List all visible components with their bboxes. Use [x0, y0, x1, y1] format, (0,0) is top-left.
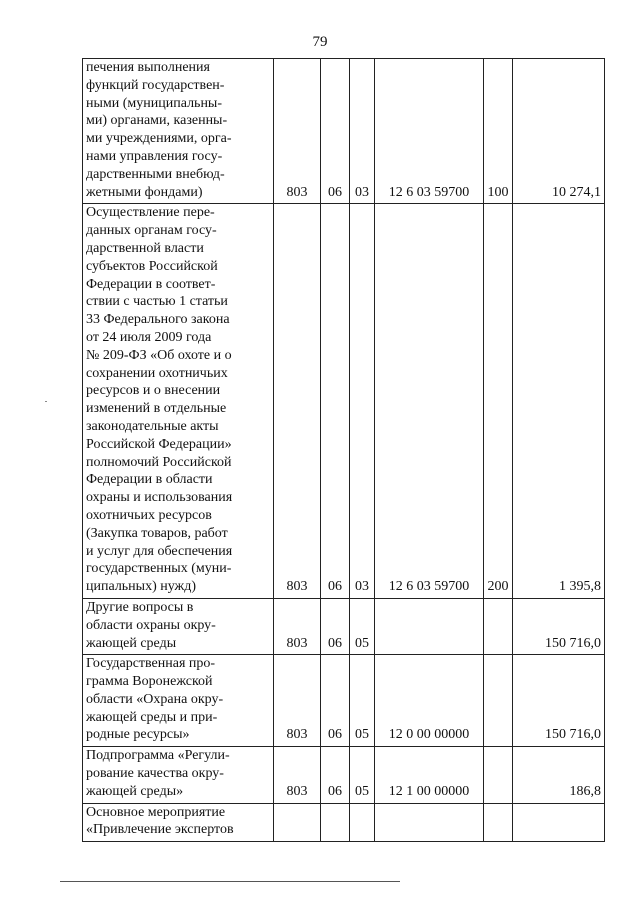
expense-type-cell: [484, 803, 513, 842]
grbs-cell: 803: [274, 747, 321, 803]
target-article-cell: 12 6 03 59700: [375, 204, 484, 599]
subsection-cell: 03: [350, 59, 375, 204]
target-article-cell: [375, 598, 484, 654]
expense-type-cell: 200: [484, 204, 513, 599]
row-name-cell: Подпрограмма «Регули- рование качества окру- жающей среды»: [83, 747, 274, 803]
target-article-cell: 12 6 03 59700: [375, 59, 484, 204]
grbs-cell: 803: [274, 598, 321, 654]
grbs-cell: 803: [274, 655, 321, 747]
budget-table: [82, 58, 605, 842]
footer-rule: [60, 881, 400, 882]
expense-type-cell: 100: [484, 59, 513, 204]
section-cell: 06: [321, 59, 350, 204]
amount-cell: 10 274,1: [513, 59, 605, 204]
section-cell: 06: [321, 747, 350, 803]
subsection-cell: 05: [350, 747, 375, 803]
target-article-cell: 12 1 00 00000: [375, 747, 484, 803]
table-row: [83, 59, 605, 204]
table-body: [83, 59, 605, 842]
section-cell: [321, 803, 350, 842]
subsection-cell: 05: [350, 598, 375, 654]
section-cell: 06: [321, 204, 350, 599]
row-name-cell: Государственная про- грамма Воронежской области «Охрана окру- жающей среды и при- родные ресурсы»: [83, 655, 274, 747]
target-article-cell: 12 0 00 00000: [375, 655, 484, 747]
target-article-cell: [375, 803, 484, 842]
amount-cell: 1 395,8: [513, 204, 605, 599]
margin-mark: [45, 401, 47, 402]
page-number: 79: [312, 34, 328, 50]
expense-type-cell: [484, 598, 513, 654]
expense-type-cell: [484, 747, 513, 803]
row-name-cell: Осуществление пере- данных органам госу- дарственной власти субъектов Российской Федерации в соответ- ствии с частью 1 статьи 33 Федерального закона от 24 июля 2009 года № 209-ФЗ «Об охоте и о сохранении охотничьих ресурсов и о внесении изменений в отдельные законодательные акты Российской Федерации» полномочий Российской Федерации в области охраны и использования охотничьих ресурсов (Закупка товаров, работ и услуг для обеспечения государственных (муни- ципальных) нужд): [83, 204, 274, 599]
amount-cell: [513, 803, 605, 842]
table-row: [83, 747, 605, 803]
subsection-cell: 03: [350, 204, 375, 599]
subsection-cell: 05: [350, 655, 375, 747]
row-name-cell: Основное мероприятие «Привлечение экспертов: [83, 803, 274, 842]
table-row: [83, 803, 605, 842]
table-row: [83, 655, 605, 747]
grbs-cell: 803: [274, 204, 321, 599]
expense-type-cell: [484, 655, 513, 747]
table-row: [83, 204, 605, 599]
amount-cell: 150 716,0: [513, 655, 605, 747]
section-cell: 06: [321, 655, 350, 747]
subsection-cell: [350, 803, 375, 842]
grbs-cell: 803: [274, 59, 321, 204]
row-name-cell: Другие вопросы в области охраны окру- жающей среды: [83, 598, 274, 654]
section-cell: 06: [321, 598, 350, 654]
row-name-cell: печения выполнения функций государствен- ными (муниципальны- ми) органами, казенны- ми учреждениями, орга- нами управления госу- дарственными внебюд- жетными фондами): [83, 59, 274, 204]
grbs-cell: [274, 803, 321, 842]
amount-cell: 150 716,0: [513, 598, 605, 654]
table-row: [83, 598, 605, 654]
amount-cell: 186,8: [513, 747, 605, 803]
